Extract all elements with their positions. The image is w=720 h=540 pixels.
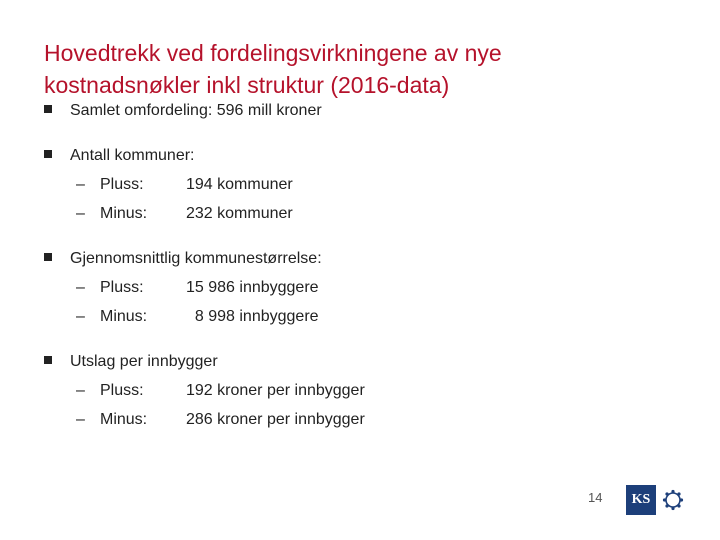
sub-label: Minus:	[100, 205, 148, 222]
dash-icon: –	[76, 382, 85, 399]
sub-label: Minus:	[100, 411, 148, 428]
sub-value: 8 998 innbyggere	[186, 308, 319, 325]
dash-icon: –	[76, 205, 85, 222]
sub-bullet	[76, 405, 664, 434]
sub-bullet	[76, 170, 664, 199]
sub-label: Pluss:	[100, 382, 144, 399]
bullet-list	[44, 96, 664, 434]
sub-bullet	[76, 273, 664, 302]
bullet-item	[44, 347, 664, 434]
sub-value: 15 986 innbyggere	[186, 279, 319, 296]
ks-logo-text: KS	[626, 485, 656, 515]
sub-value: 232 kommuner	[186, 205, 293, 222]
dash-icon: –	[76, 308, 85, 325]
sub-value: 286 kroner per innbygger	[186, 411, 365, 428]
dash-icon: –	[76, 279, 85, 296]
bullet-item	[44, 96, 664, 125]
bullet-text: Antall kommuner:	[70, 147, 195, 164]
bullet-square-icon	[44, 356, 52, 364]
bullet-square-icon	[44, 150, 52, 158]
bullet-text: Samlet omfordeling: 596 mill kroner	[70, 102, 322, 119]
bullet-square-icon	[44, 105, 52, 113]
dash-icon: –	[76, 176, 85, 193]
sub-value: 194 kommuner	[186, 176, 293, 193]
dash-icon: –	[76, 411, 85, 428]
bullet-square-icon	[44, 253, 52, 261]
sub-label: Minus:	[100, 308, 148, 325]
sub-label: Pluss:	[100, 279, 144, 296]
title-line-1: Hovedtrekk ved fordelingsvirkningene av nye	[44, 40, 502, 67]
sub-value: 192 kroner per innbygger	[186, 382, 365, 399]
sub-bullet	[76, 376, 664, 405]
slide-title	[44, 37, 664, 101]
sub-bullet	[76, 199, 664, 228]
title-line-2: kostnadsnøkler inkl struktur (2016-data)	[44, 72, 450, 99]
bullet-item	[44, 244, 664, 331]
sub-label: Pluss:	[100, 176, 144, 193]
sub-bullet	[76, 302, 664, 331]
page-number: 14	[588, 490, 603, 505]
bullet-item	[44, 141, 664, 228]
bullet-text: Utslag per innbygger	[70, 353, 218, 370]
ks-logo	[626, 484, 686, 516]
bullet-text: Gjennomsnittlig kommunestørrelse:	[70, 250, 322, 267]
ks-ring-icon	[662, 489, 684, 511]
